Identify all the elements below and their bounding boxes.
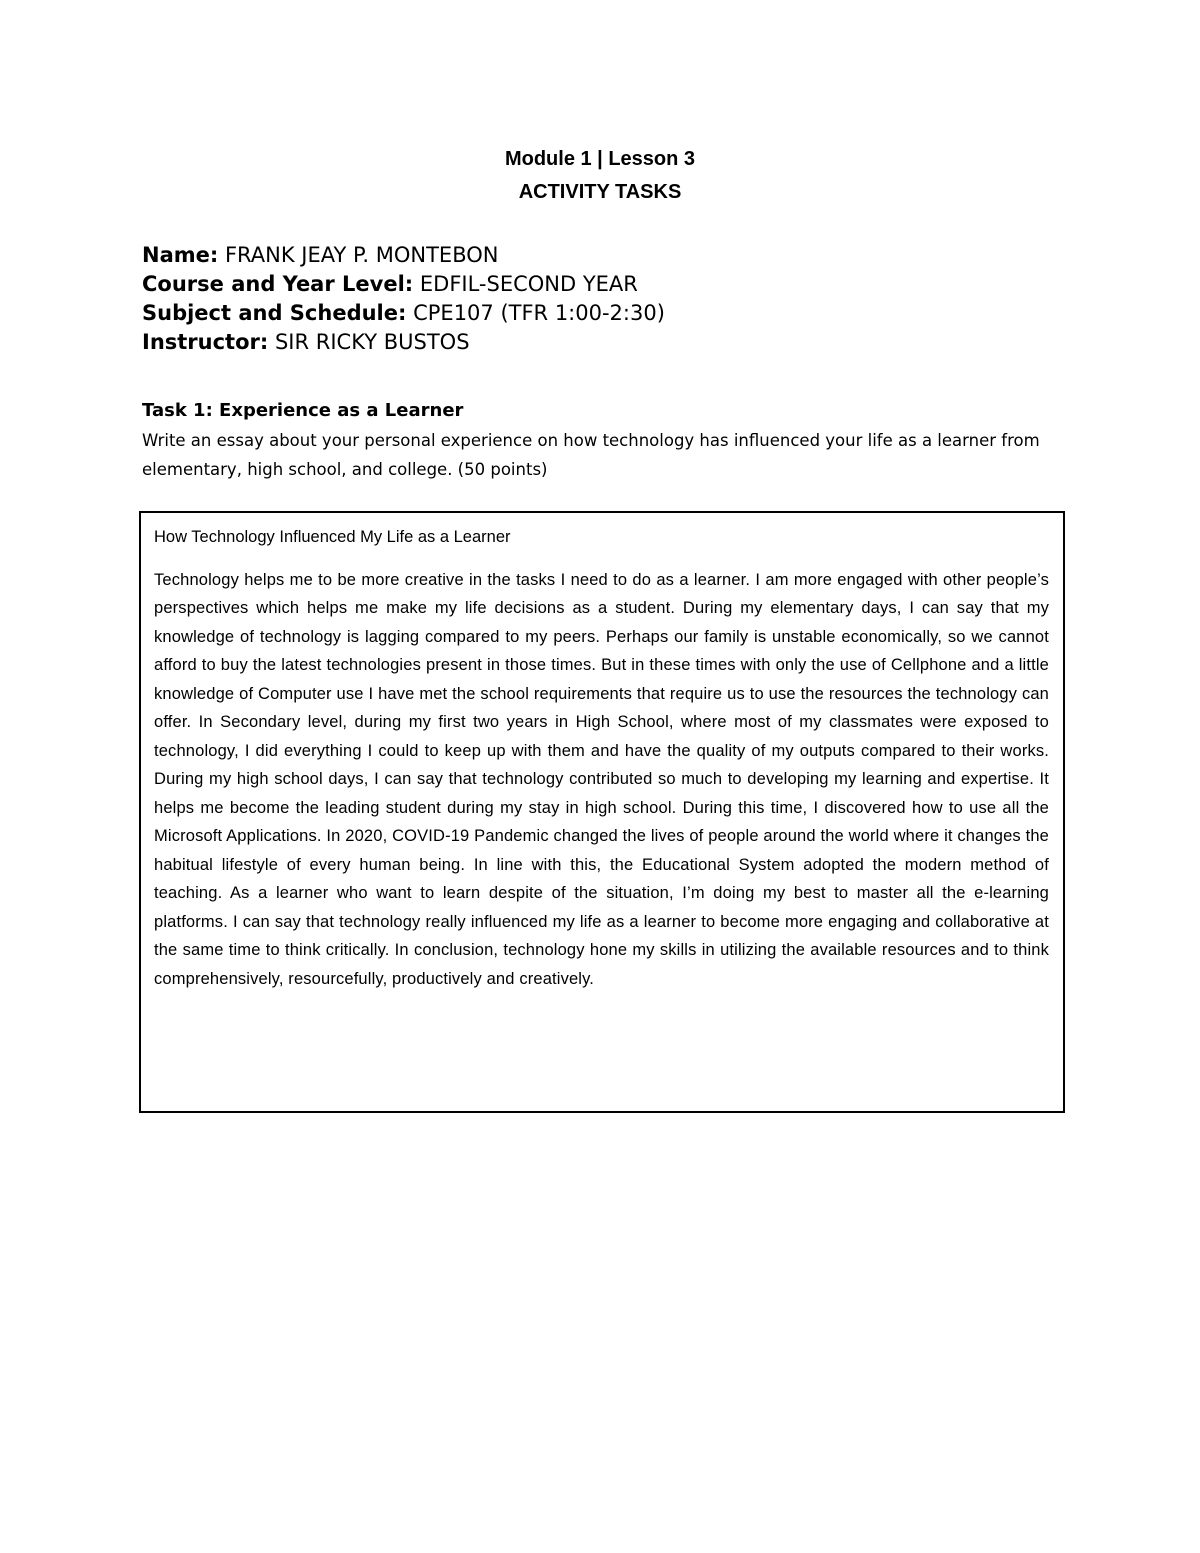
course-label: Course and Year Level: [142, 272, 414, 296]
name-row [142, 241, 1102, 270]
essay-answer-box [139, 511, 1065, 1113]
essay-title: How Technology Influenced My Life as a Learner [154, 528, 511, 546]
module-lesson-heading: Module 1 | Lesson 3 [504, 148, 696, 170]
instructor-value: SIR RICKY BUSTOS [274, 330, 470, 354]
course-row [142, 270, 1102, 299]
subject-label: Subject and Schedule: [142, 301, 407, 325]
instructor-row [142, 328, 1102, 357]
essay-content [154, 523, 1049, 993]
name-label: Name: [142, 243, 219, 267]
name-value: FRANK JEAY P. MONTEBON [224, 243, 499, 267]
document-header [0, 143, 1200, 209]
task-title: Task 1: Experience as a Learner [142, 400, 464, 421]
course-value: EDFIL-SECOND YEAR [419, 272, 638, 296]
subject-row [142, 299, 1102, 328]
instructor-label: Instructor: [142, 330, 269, 354]
student-info-block [142, 241, 1102, 357]
activity-tasks-heading: ACTIVITY TASKS [518, 181, 682, 203]
task-description: Write an essay about your personal experience on how technology has influenced your life as a learner from elementary, high school, and college. (50 points) [142, 431, 1040, 479]
subject-value: CPE107 (TFR 1:00-2:30) [413, 301, 665, 325]
essay-body: Technology helps me to be more creative in the tasks I need to do as a learner. I am more engaged with other people’s perspectives which helps me make my life decisions as a student. During my elementary days, I can say that my knowledge of technology is lagging compared to my peers. Perhaps our family is unstable economically, so we cannot afford to buy the latest technologies present in those times. But in these times with only the use of Cellphone and a little knowledge of Computer use I have met the school requirements that require us to use the resources the technology can offer. In Secondary level, during my first two years in High School, where most of my classmates were exposed to technology, I did everything I could to keep up with them and have the quality of my outputs compared to their works. During my high school days, I can say that technology contributed so much to developing my learning and expertise. It helps me become the leading student during my stay in high school. During this time, I discovered how to use all the Microsoft Applications. In 2020, COVID-19 Pandemic changed the lives of people around the world where it changes the habitual lifestyle of every human being. In line with this, the Educational System adopted the modern method of teaching. As a learner who want to learn despite of the situation, I’m doing my best to master all the e-learning platforms. I can say that technology really influenced my life as a learner to become more engaging and collaborative at the same time to think critically. In conclusion, technology hone my skills in utilizing the available resources and to think comprehensively, resourcefully, productively and creatively. [154, 570, 1049, 988]
task-section [142, 396, 1072, 484]
